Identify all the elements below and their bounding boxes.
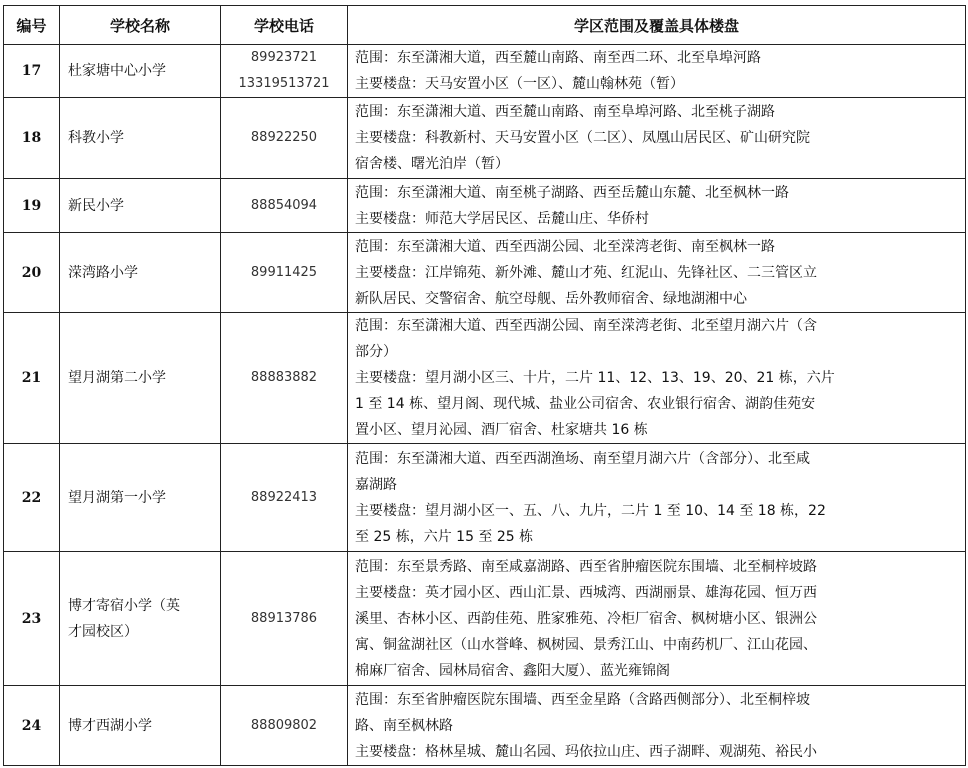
school-name — [60, 179, 221, 233]
scope-line: 主要楼盘：望月湖小区一、五、八、九片，二片 1 至 10、14 至 18 栋，22 — [355, 502, 826, 519]
scope-line: 范围：东至潇湘大道、西至麓山南路、南至阜埠河路、北至桃子湖路 — [355, 104, 775, 120]
district-scope — [348, 45, 966, 98]
district-scope — [348, 686, 966, 766]
school-district-table — [3, 5, 966, 766]
school-name — [60, 686, 221, 766]
school-phone — [221, 444, 348, 552]
school-name — [60, 313, 221, 444]
school-name-line: 望月湖第一小学 — [68, 489, 166, 506]
scope-line: 主要楼盘：格林星城、麓山名园、玛依拉山庄、西子湖畔、观湖苑、裕民小 — [355, 743, 817, 760]
header-district-scope: 学区范围及覆盖具体楼盘 — [348, 6, 966, 45]
row-number: 23 — [4, 552, 60, 686]
district-scope — [348, 552, 966, 686]
scope-line: 范围：东至潇湘大道、南至桃子湖路、西至岳麓山东麓、北至枫林一路 — [355, 184, 789, 201]
scope-line: 1 至 14 栋、望月阁、现代城、盐业公司宿舍、农业银行宿舍、湖韵佳苑安 — [355, 396, 816, 412]
district-scope — [348, 313, 966, 444]
phone-number: 88922250 — [250, 130, 318, 145]
phone-number: 88913786 — [250, 610, 318, 626]
phone-number: 89923721 — [250, 50, 318, 65]
scope-line: 范围：东至潇湘大道、西至西湖渔场、南至望月湖六片（含部分）、北至咸 — [355, 450, 810, 467]
school-name — [60, 98, 221, 179]
row-number: 18 — [4, 98, 60, 179]
school-phone — [221, 313, 348, 444]
school-phone — [221, 45, 348, 98]
scope-line: 主要楼盘：江岸锦苑、新外滩、麓山才苑、红泥山、先锋社区、二三管区立 — [355, 264, 817, 281]
school-phone — [221, 98, 348, 179]
table-row — [4, 98, 966, 179]
school-name-line: 科教小学 — [68, 130, 124, 146]
row-number: 20 — [4, 233, 60, 313]
district-scope — [348, 444, 966, 552]
school-name-line: 望月湖第二小学 — [68, 370, 166, 386]
school-name — [60, 233, 221, 313]
scope-line: 主要楼盘：望月湖小区三、十片，二片 11、12、13、19、20、21 栋，六片 — [355, 370, 835, 386]
scope-line: 新队居民、交警宿舍、航空母舰、岳外教师宿舍、绿地湖湘中心 — [355, 290, 747, 307]
school-name — [60, 552, 221, 686]
scope-line: 至 25 栋，六片 15 至 25 栋 — [355, 528, 534, 545]
scope-line: 范围：东至潇湘大道，西至麓山南路、南至西二环、北至阜埠河路 — [355, 50, 761, 66]
header-no: 编号 — [4, 6, 60, 45]
school-name-line: 博才寄宿小学（英 — [68, 597, 180, 614]
school-name-line: 溁湾路小学 — [68, 264, 138, 281]
scope-line: 主要楼盘：科教新村、天马安置小区（二区）、凤凰山居民区、矿山研究院 — [355, 130, 810, 146]
phone-number: 13319513721 — [238, 76, 330, 91]
scope-line: 棉麻厂宿舍、园林局宿舍、鑫阳大厦）、蓝光雍锦阁 — [355, 662, 670, 679]
school-phone — [221, 233, 348, 313]
table-row — [4, 179, 966, 233]
school-phone — [221, 552, 348, 686]
phone-number: 89911425 — [250, 264, 318, 280]
school-name — [60, 45, 221, 98]
phone-number: 88854094 — [250, 197, 318, 213]
scope-line: 范围：东至潇湘大道、西至西湖公园、北至溁湾老街、南至枫林一路 — [355, 238, 775, 255]
scope-line: 部分） — [355, 344, 397, 360]
phone-number: 88922413 — [250, 489, 318, 505]
district-scope — [348, 98, 966, 179]
school-phone — [221, 686, 348, 766]
table-row — [4, 444, 966, 552]
scope-line: 嘉湖路 — [355, 476, 397, 493]
table-row — [4, 313, 966, 444]
school-name — [60, 444, 221, 552]
scope-line: 寓、铜盆湖社区（山水誉峰、枫树园、景秀江山、中南药机厂、江山花园、 — [355, 636, 817, 653]
scope-line: 溪里、杏林小区、西韵佳苑、胜家雅苑、冷柜厂宿舍、枫树塘小区、银洲公 — [355, 610, 817, 627]
scope-line: 路、南至枫林路 — [355, 717, 453, 734]
scope-line: 范围：东至潇湘大道、西至西湖公园、南至溁湾老街、北至望月湖六片（含 — [355, 318, 817, 334]
scope-line: 范围：东至景秀路、南至咸嘉湖路、西至省肿瘤医院东围墙、北至桐梓坡路 — [355, 558, 817, 575]
row-number: 24 — [4, 686, 60, 766]
scope-line: 置小区、望月沁园、酒厂宿舍、杜家塘共 16 栋 — [355, 422, 648, 438]
table-row — [4, 552, 966, 686]
scope-line: 范围：东至省肿瘤医院东围墙、西至金星路（含路西侧部分）、北至桐梓坡 — [355, 691, 810, 708]
row-number: 19 — [4, 179, 60, 233]
school-name-line: 新民小学 — [68, 197, 124, 214]
row-number: 22 — [4, 444, 60, 552]
school-name-line: 才园校区） — [68, 623, 138, 640]
scope-line: 主要楼盘：师范大学居民区、岳麓山庄、华侨村 — [355, 210, 649, 227]
scope-line: 主要楼盘：英才园小区、西山汇景、西城湾、西湖丽景、雄海花园、恒万西 — [355, 584, 817, 601]
header-row — [4, 6, 966, 45]
header-school-name: 学校名称 — [60, 6, 221, 45]
header-school-phone: 学校电话 — [221, 6, 348, 45]
school-phone — [221, 179, 348, 233]
district-scope — [348, 233, 966, 313]
school-name-line: 杜家塘中心小学 — [68, 63, 166, 79]
row-number: 21 — [4, 313, 60, 444]
table-row — [4, 233, 966, 313]
phone-number: 88883882 — [250, 370, 318, 385]
table-row — [4, 686, 966, 766]
district-scope — [348, 179, 966, 233]
scope-line: 宿舍楼、曙光泊岸（暂） — [355, 156, 509, 172]
scope-line: 主要楼盘：天马安置小区（一区）、麓山翰林苑（暂） — [355, 76, 684, 92]
table-row — [4, 45, 966, 98]
row-number: 17 — [4, 45, 60, 98]
phone-number: 88809802 — [250, 717, 318, 733]
school-name-line: 博才西湖小学 — [68, 717, 152, 734]
